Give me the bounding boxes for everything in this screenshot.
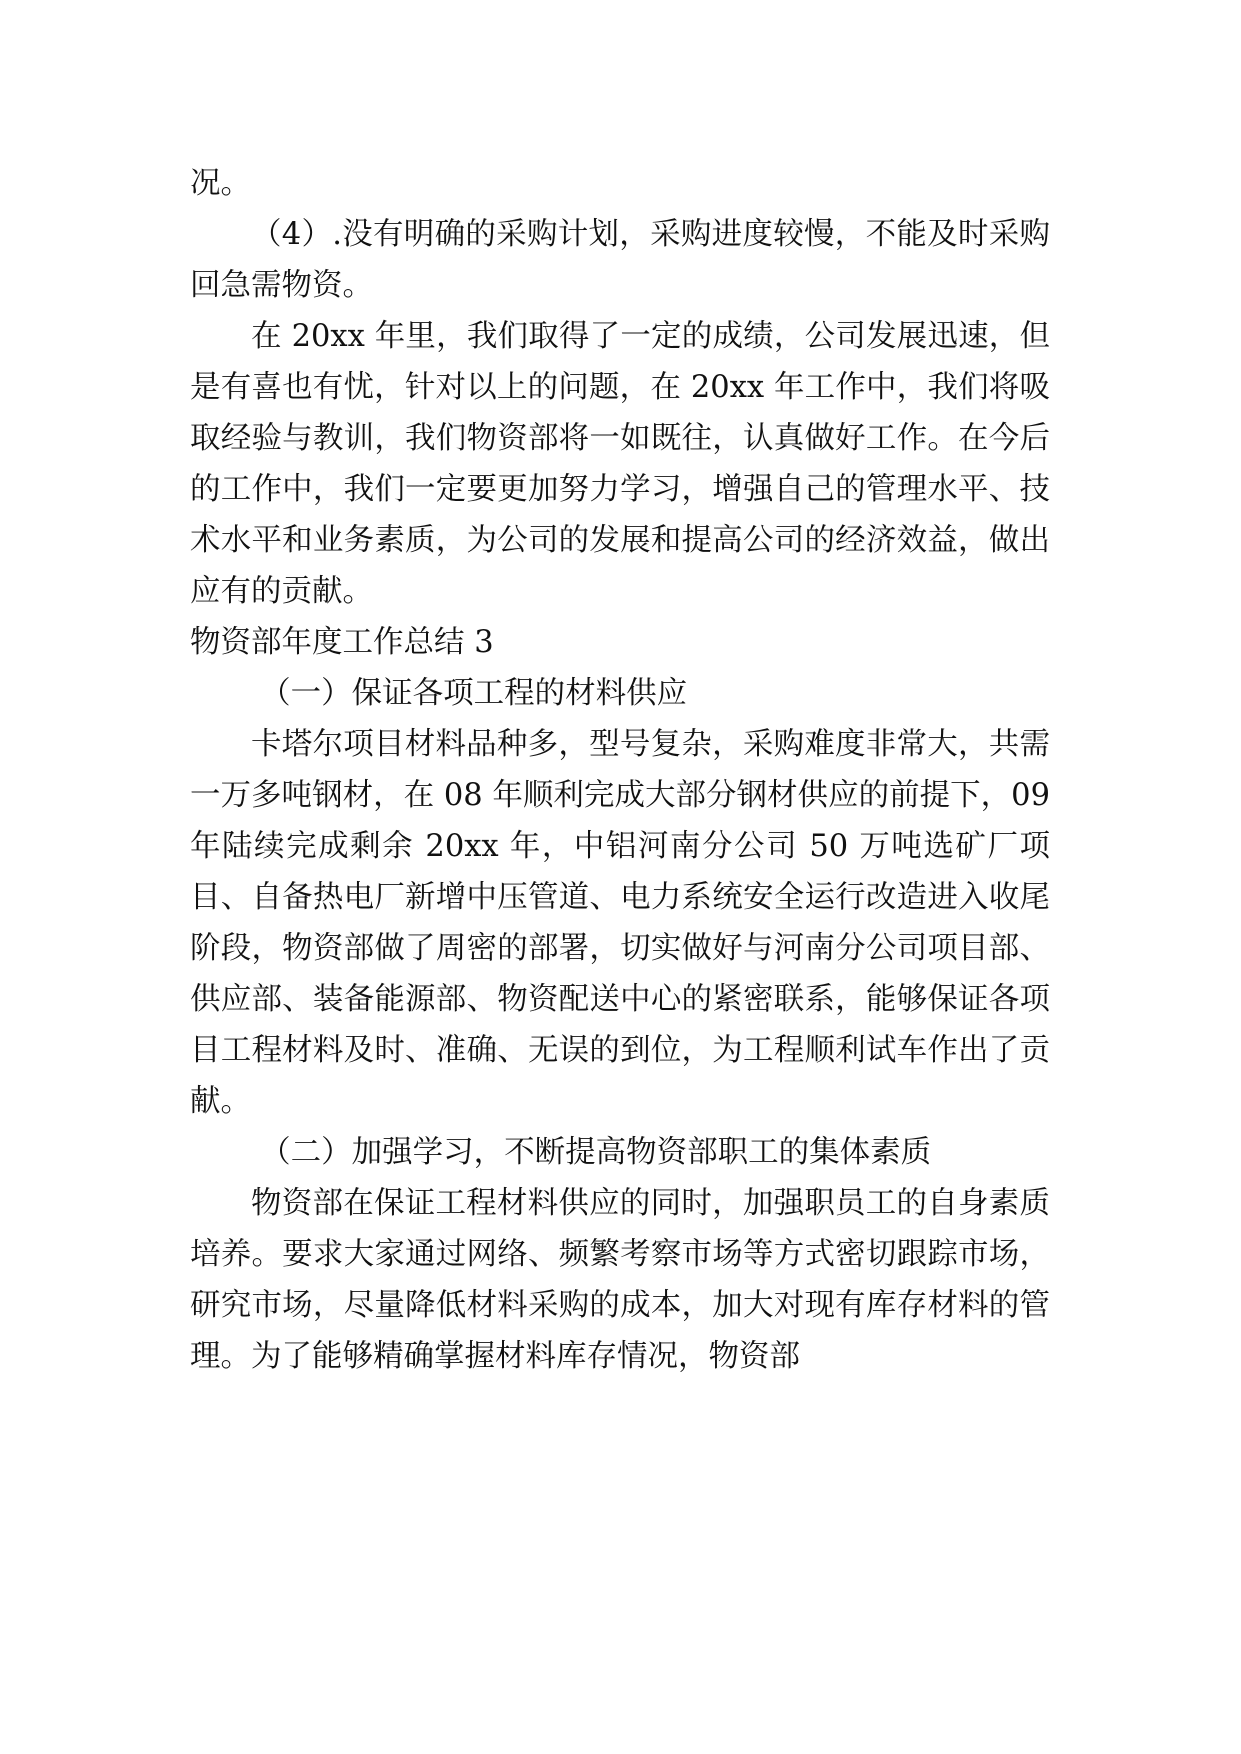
paragraph-materials-supply: 卡塔尔项目材料品种多，型号复杂，采购难度非常大，共需一万多吨钢材，在 08 年顺利完成大部分钢材供应的前提下，09 年陆续完成剩余 20xx 年，中铝河南分公司 50 万吨选矿厂项目、自备热电厂新增中压管道、电力系统安全运行改造进入收尾阶段，物资部做了周密的部署，切实做好与河南分公司项目部、供应部、装备能源部、物资配送中心的紧密联系，能够保证各项目工程材料及时、准确、无误的到位，为工程顺利试车作出了贡献。 (190, 727, 1050, 1119)
document-body (190, 158, 1050, 1382)
subsection-heading-1: （一）保证各项工程的材料供应 (260, 676, 688, 711)
paragraph-summary: 在 20xx 年里，我们取得了一定的成绩，公司发展迅速，但是有喜也有忧，针对以上的问题，在 20xx 年工作中，我们将吸取经验与教训，我们物资部将一如既往，认真做好工作。在今后的工作中，我们一定要更加努力学习，增强自己的管理水平、技术水平和业务素质，为公司的发展和提高公司的经济效益，做出应有的贡献。 (190, 319, 1050, 609)
section-title: 物资部年度工作总结 3 (190, 625, 494, 660)
paragraph-staff-training: 物资部在保证工程材料供应的同时，加强职员工的自身素质培养。要求大家通过网络、频繁考察市场等方式密切跟踪市场，研究市场，尽量降低材料采购的成本，加大对现有库存材料的管理。为了能够精确掌握材料库存情况，物资部 (190, 1186, 1050, 1374)
subsection-heading-2: （二）加强学习，不断提高物资部职工的集体素质 (260, 1135, 932, 1170)
paragraph-continuation: 况。 (190, 166, 251, 201)
paragraph-item-4: （4）.没有明确的采购计划，采购进度较慢，不能及时采购回急需物资。 (190, 217, 1050, 303)
